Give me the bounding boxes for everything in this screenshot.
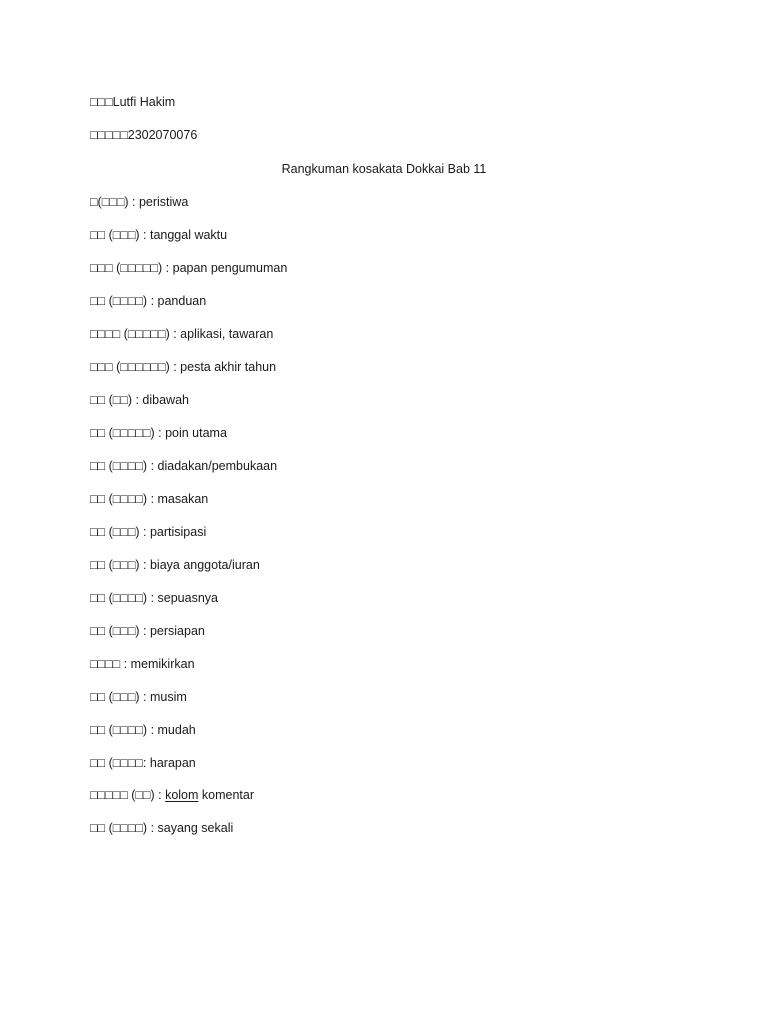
vocab-item: □□ (□□□□) : panduan [90, 294, 207, 308]
vocab-item: □□ (□□□□) : diadakan/pembukaan [90, 459, 278, 473]
vocab-item: □□ (□□□) : partisipasi [90, 525, 207, 539]
vocab-item: □□□□ : memikirkan [90, 657, 195, 671]
vocab-item: □□□ (□□□□□) : papan pengumuman [90, 261, 288, 275]
vocab-item: □□ (□□□) : biaya anggota/iuran [90, 558, 260, 572]
vocab-item: □□ (□□) : dibawah [90, 393, 189, 407]
document-title: Rangkuman kosakata Dokkai Bab 11 [281, 162, 487, 176]
student-id: □□□□□2302070076 [90, 128, 198, 142]
vocab-item: □□ (□□□□: harapan [90, 756, 196, 770]
vocab-item: □□ (□□□) : musim [90, 690, 187, 704]
vocab-item [90, 787, 254, 803]
vocab-item: □□ (□□□□) : sayang sekali [90, 821, 234, 835]
vocab-item: □□□□ (□□□□□) : aplikasi, tawaran [90, 327, 274, 341]
vocab-item: □□ (□□□) : tanggal waktu [90, 228, 228, 242]
vocab-meaning: komentar [198, 788, 255, 802]
vocab-item: □□ (□□□) : persiapan [90, 624, 205, 638]
vocab-item: □□ (□□□□) : sepuasnya [90, 591, 218, 605]
underlined-word: kolom [165, 788, 199, 802]
vocab-item: □□ (□□□□□) : poin utama [90, 426, 227, 440]
vocab-item: □□ (□□□□) : masakan [90, 492, 209, 506]
vocab-item: □□□ (□□□□□□) : pesta akhir tahun [90, 360, 277, 374]
vocab-item: □(□□□) : peristiwa [90, 195, 189, 209]
vocab-item: □□ (□□□□) : mudah [90, 723, 196, 737]
student-name: □□□Lutfi Hakim [90, 95, 176, 109]
vocab-term: □□□□□ (□□) : [90, 788, 166, 802]
